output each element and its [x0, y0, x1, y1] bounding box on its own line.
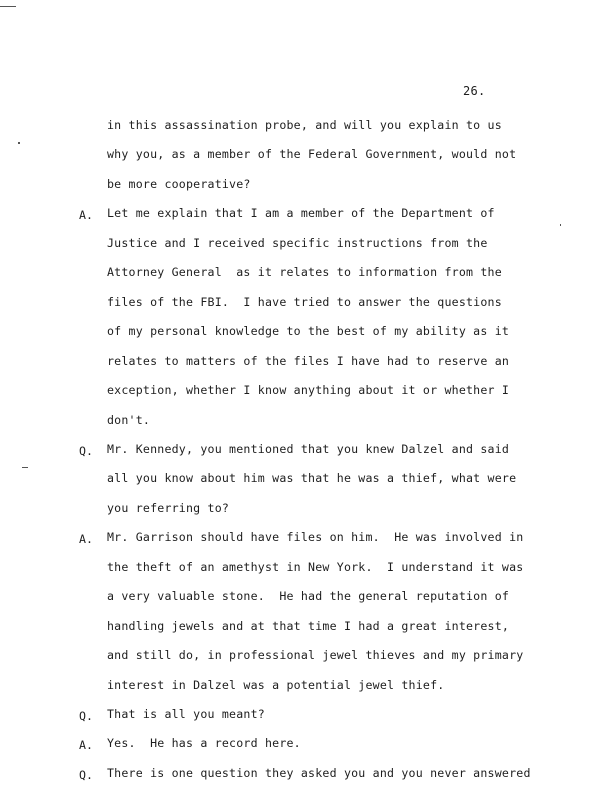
transcript-line: interest in Dalzel was a potential jewel thief. [107, 678, 445, 692]
speaker-label: Q. [79, 444, 93, 458]
transcript-line: why you, as a member of the Federal Government, would not [107, 147, 517, 161]
transcript-line: Mr. Garrison should have files on him. He was involved in [107, 530, 524, 544]
transcript-line: files of the FBI. I have tried to answer the questions [107, 295, 502, 309]
transcript-line: don't. [107, 413, 151, 427]
transcript-line: handling jewels and at that time I had a great interest, [107, 619, 510, 633]
speaker-label: A. [79, 738, 93, 752]
speaker-label: A. [79, 532, 93, 546]
scan-speck [22, 467, 28, 468]
transcript-line: Yes. He has a record here. [107, 736, 301, 750]
scan-mark-top-left [0, 6, 16, 7]
transcript-line: Let me explain that I am a member of the Department of [107, 206, 495, 220]
speaker-label: Q. [79, 709, 93, 723]
transcript-line: all you know about him was that he was a thief, what were [107, 471, 517, 485]
transcript-line: in this assassination probe, and will you explain to us [107, 118, 502, 132]
speaker-label: Q. [79, 768, 93, 782]
transcript-line: the theft of an amethyst in New York. I understand it was [107, 560, 524, 574]
transcript-line: There is one question they asked you and you never answered [107, 766, 531, 780]
transcript-line: That is all you meant? [107, 707, 265, 721]
transcript-line: Justice and I received specific instructions from the [107, 236, 488, 250]
transcript-line: a very valuable stone. He had the general reputation of [107, 589, 510, 603]
transcript-line: relates to matters of the files I have had to reserve an [107, 354, 510, 368]
speaker-label: A. [79, 208, 93, 222]
transcript-line: be more cooperative? [107, 177, 251, 191]
scan-speck [560, 224, 561, 226]
scan-speck [18, 142, 20, 144]
page-number: 26. [463, 84, 486, 98]
transcript-line: Attorney General as it relates to information from the [107, 265, 502, 279]
transcript-line: exception, whether I know anything about it or whether I [107, 383, 510, 397]
transcript-line: you referring to? [107, 501, 230, 515]
transcript-line: of my personal knowledge to the best of my ability as it [107, 324, 510, 338]
transcript-line: Mr. Kennedy, you mentioned that you knew Dalzel and said [107, 442, 510, 456]
transcript-line: and still do, in professional jewel thieves and my primary [107, 648, 524, 662]
